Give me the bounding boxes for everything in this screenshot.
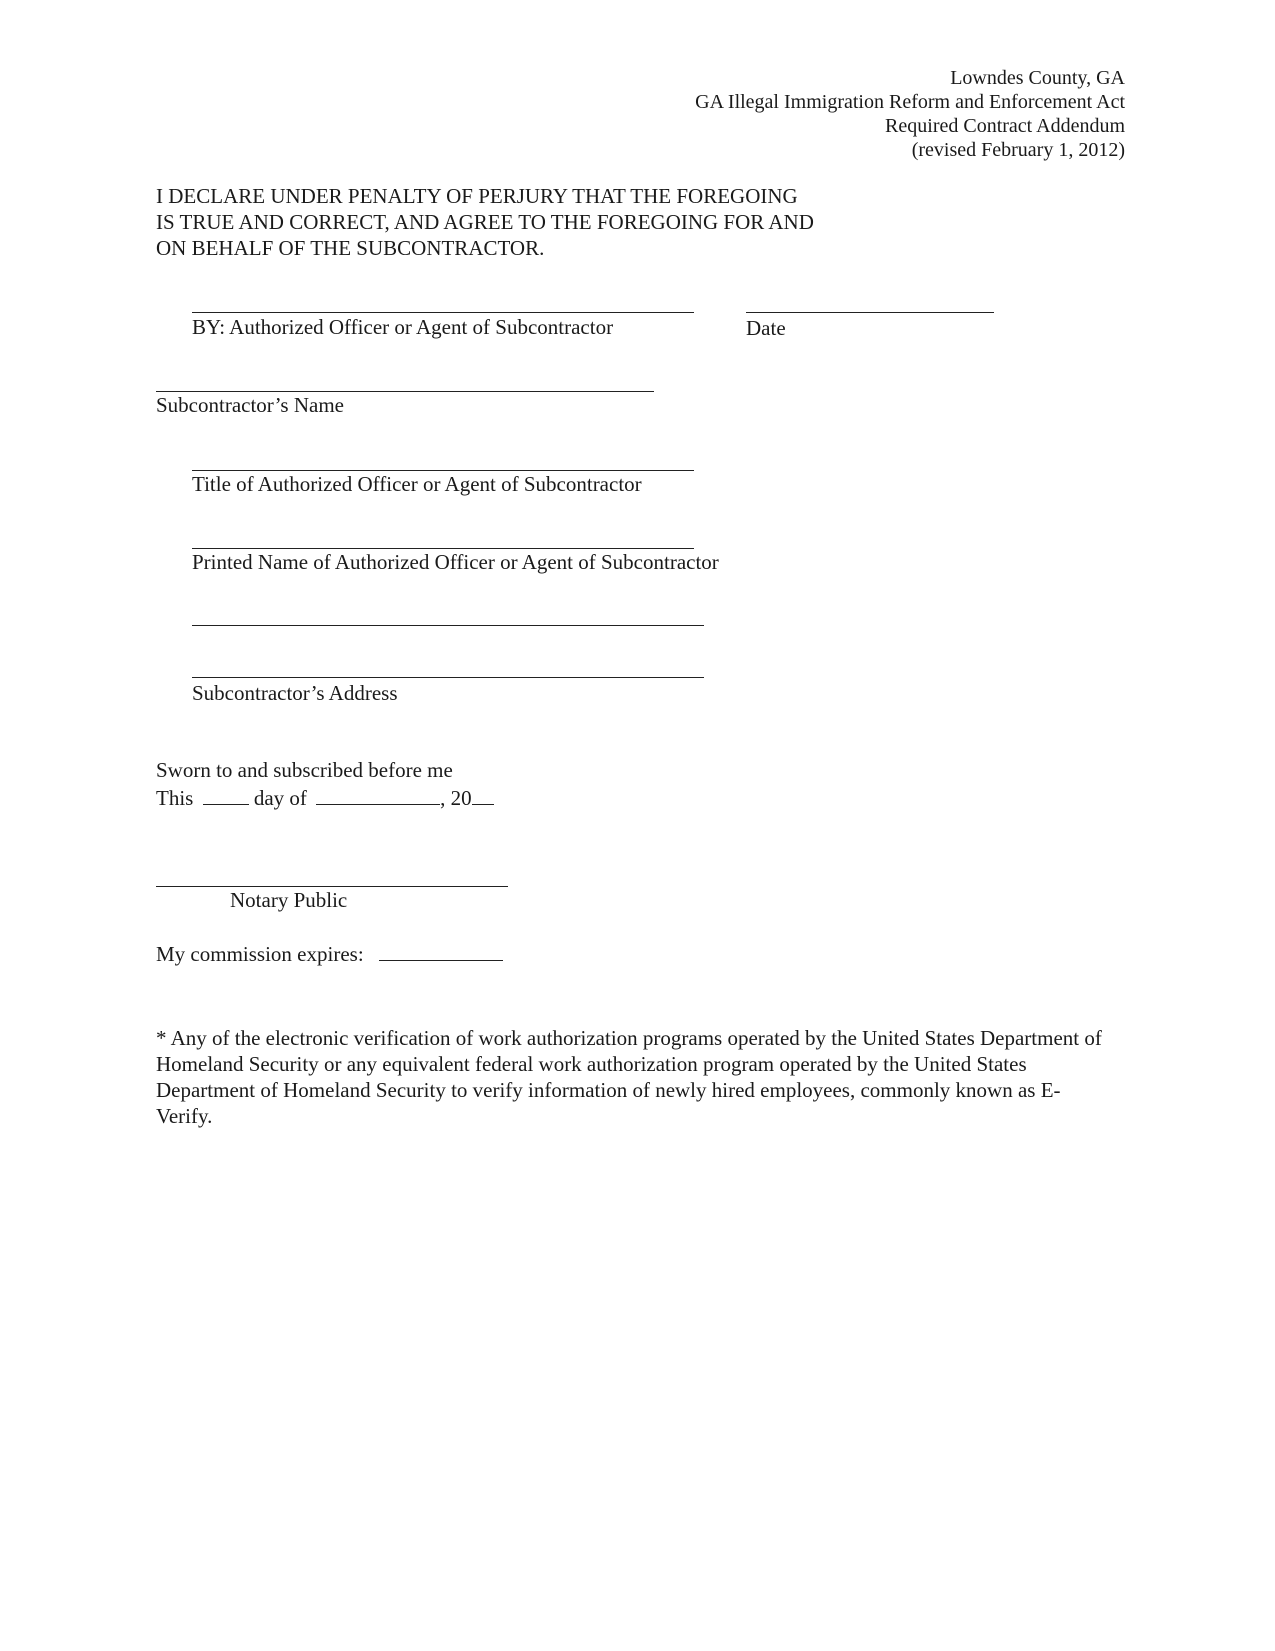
address-line-2[interactable] (192, 677, 704, 678)
printed-name-line[interactable] (192, 548, 694, 549)
header-revised-date: (revised February 1, 2012) (911, 139, 1125, 161)
printed-name-label: Printed Name of Authorized Officer or Agent of Subcontractor (192, 550, 719, 574)
sworn-subscribed-text: Sworn to and subscribed before me (156, 758, 453, 782)
month-blank[interactable] (316, 786, 440, 805)
commission-expires-label: My commission expires: (156, 942, 364, 966)
commission-expires-row (156, 942, 503, 965)
year-blank[interactable] (472, 786, 494, 805)
date-line[interactable] (746, 312, 994, 313)
header-act-title: GA Illegal Immigration Reform and Enforcement Act (695, 91, 1125, 113)
notary-signature-line[interactable] (156, 886, 508, 887)
date-label: Date (746, 316, 786, 340)
officer-title-label: Title of Authorized Officer or Agent of Subcontractor (192, 472, 642, 496)
day-blank[interactable] (203, 786, 249, 805)
signature-line[interactable] (192, 312, 694, 313)
sworn-date-line (156, 786, 494, 809)
day-of-text: day of (253, 786, 307, 810)
e-verify-footnote: * Any of the electronic verification of work authorization programs operated by the United States Department of Homeland Security or any equivalent federal work authorization program operated by the United States Department of Homeland Security to verify information of newly hired employees, commonly known as E-Verify. (156, 1026, 1102, 1128)
subcontractor-name-label: Subcontractor’s Name (156, 393, 344, 417)
this-word: This (156, 786, 194, 810)
declaration-line-2: IS TRUE AND CORRECT, AND AGREE TO THE FOREGOING FOR AND (156, 210, 814, 234)
notary-public-label: Notary Public (230, 888, 348, 912)
by-authorized-officer-label: BY: Authorized Officer or Agent of Subcontractor (192, 315, 614, 339)
subcontractor-name-line[interactable] (156, 391, 654, 392)
declaration-line-1: I DECLARE UNDER PENALTY OF PERJURY THAT THE FOREGOING (156, 184, 798, 208)
address-line-1[interactable] (192, 625, 704, 626)
header-county: Lowndes County, GA (950, 67, 1125, 89)
officer-title-line[interactable] (192, 470, 694, 471)
header-addendum: Required Contract Addendum (885, 115, 1125, 137)
subcontractor-address-label: Subcontractor’s Address (192, 681, 398, 705)
commission-expires-blank[interactable] (379, 942, 503, 961)
year-prefix-text: , 20 (440, 786, 472, 810)
declaration-line-3: ON BEHALF OF THE SUBCONTRACTOR. (156, 236, 545, 260)
